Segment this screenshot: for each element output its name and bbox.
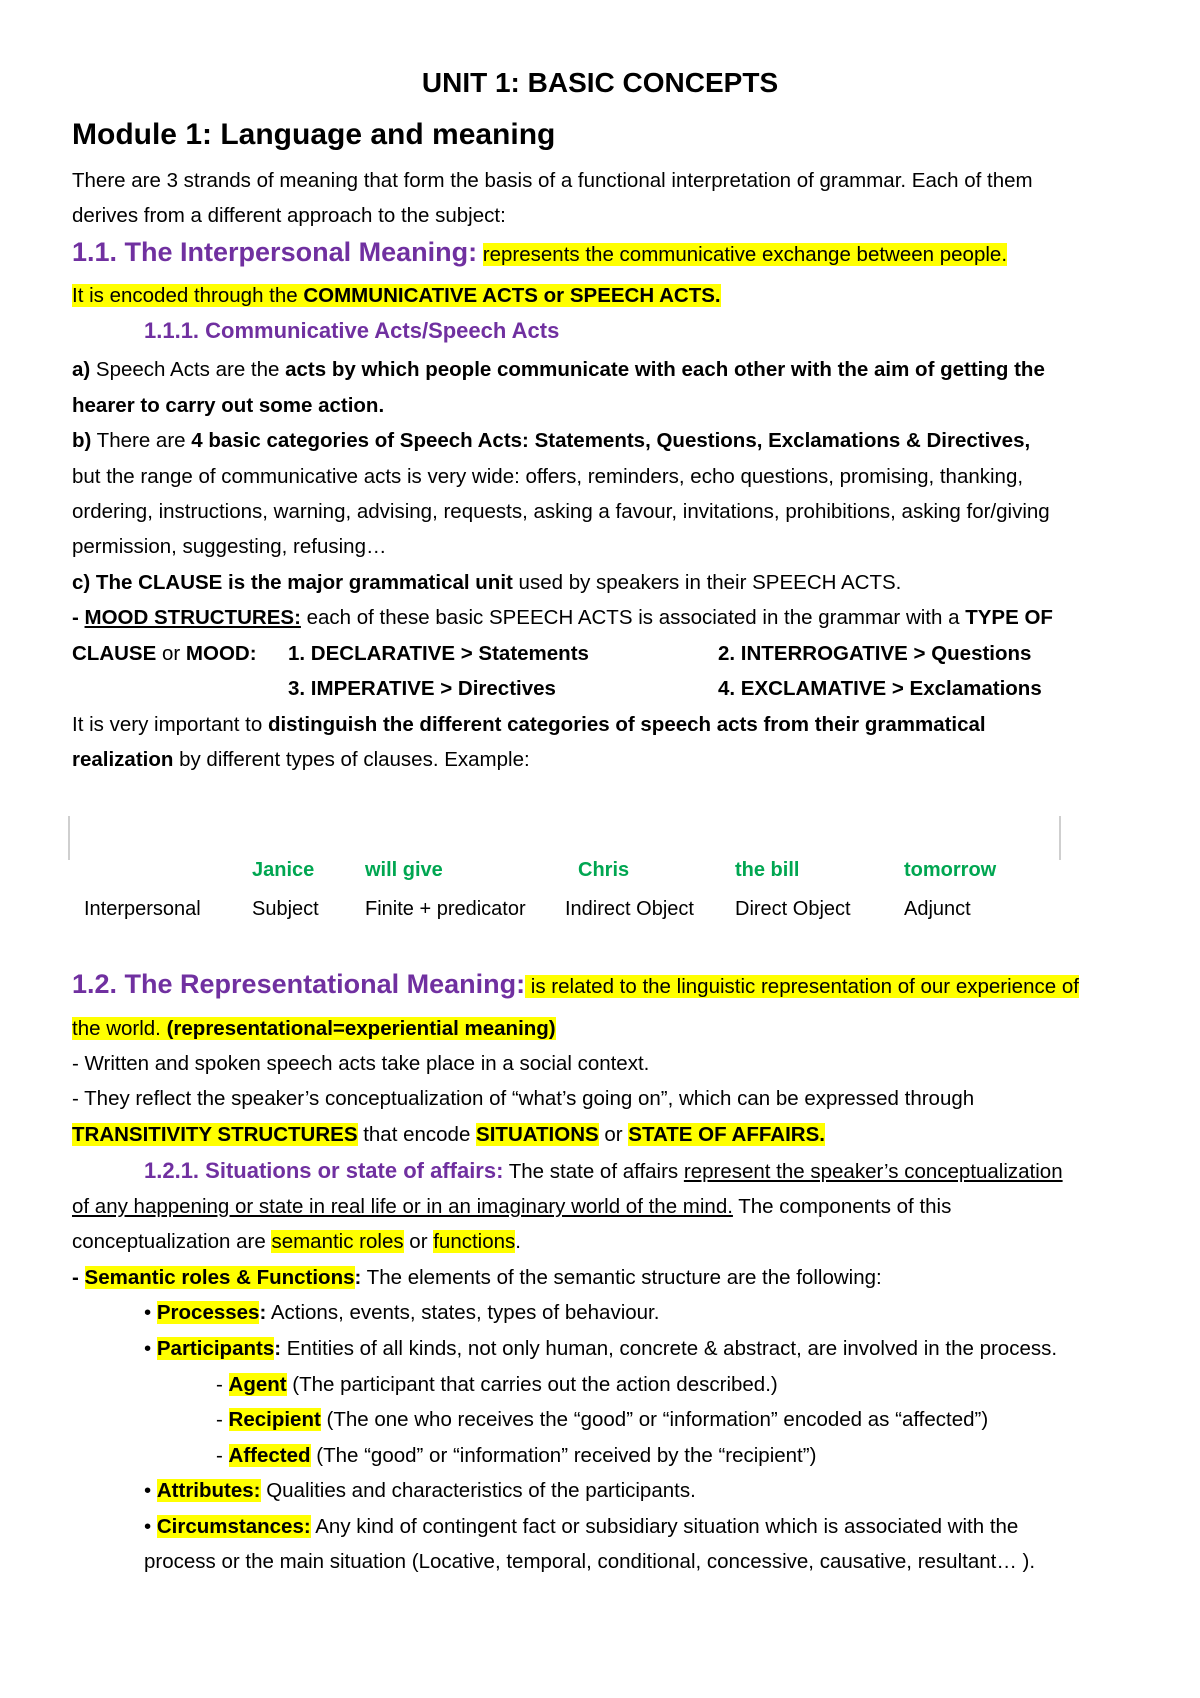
important-pre: It is very important to: [72, 713, 268, 736]
item-b-line-4: permission, suggesting, refusing…: [72, 535, 387, 558]
section-1-2-desc-2: the world.: [72, 1017, 161, 1040]
semantic-roles-line: - Semantic roles & Functions: The elements of the semantic structure are the following:: [72, 1266, 882, 1289]
subsection-1-1-1: [144, 317, 1160, 346]
item-c-line: [72, 569, 1160, 597]
mood-exclamative: 4. EXCLAMATIVE > Exclamations: [718, 677, 1042, 700]
list-subitem: - Affected (The “good” or “information” received by the “recipient”): [216, 1444, 817, 1467]
mood-structures-label: MOOD STRUCTURES:: [84, 606, 301, 629]
item-c-text: used by speakers in their SPEECH ACTS.: [512, 571, 902, 594]
item-a-bold: acts by which people communicate with each other with the aim of getting the: [285, 358, 1045, 381]
encoding-bold: COMMUNICATIVE ACTS or SPEECH ACTS.: [303, 284, 721, 307]
list-subitem-label: Affected: [228, 1444, 311, 1467]
subsection-1-2-1-line-3: conceptualization are semantic roles or functions.: [72, 1230, 521, 1253]
list-subitem: - Agent (The participant that carries out the action described.): [216, 1373, 778, 1396]
table-left-border: [68, 816, 70, 860]
item-a-bold-2: hearer to carry out some action.: [72, 394, 385, 417]
mood-text: each of these basic SPEECH ACTS is associated in the grammar with a: [300, 606, 966, 629]
transitivity-line: TRANSITIVITY STRUCTURES that encode SITUATIONS or STATE OF AFFAIRS.: [72, 1123, 825, 1146]
intro-line-1: There are 3 strands of meaning that form the basis of a functional interpretation of grammar. Each of them: [72, 169, 1033, 192]
example-word: Chris: [578, 859, 630, 881]
semantic-roles-term: semantic roles: [271, 1230, 404, 1253]
mood-imperative: 3. IMPERATIVE > Directives: [288, 677, 556, 700]
item-b-line-3: ordering, instructions, warning, advising, requests, asking a favour, invitations, prohibitions, asking for/giving: [72, 500, 1050, 523]
underlined-definition-2: of any happening or state in real life or in an imaginary world of the mind.: [72, 1195, 733, 1218]
item-b-bold: 4 basic categories of Speech Acts: Statements, Questions, Exclamations & Directives,: [191, 429, 1031, 452]
section-1-2-line-2: [72, 1015, 1160, 1043]
item-a-line-2: [72, 392, 1160, 420]
list-subitem: - Recipient (The one who receives the “good” or “information” encoded as “affected”): [216, 1408, 989, 1431]
module-title: Module 1: Language and meaning: [72, 118, 556, 151]
section-1-2-description: is related to the linguistic representation of our experience of: [525, 975, 1079, 998]
intro-line-2: derives from a different approach to the subject:: [72, 204, 506, 227]
item-b-line-1: [72, 427, 1160, 455]
important-bold: distinguish the different categories of speech acts from their grammatical: [267, 713, 986, 736]
mood-interrogative: 2. INTERROGATIVE > Questions: [718, 642, 1032, 665]
unit-title: UNIT 1: BASIC CONCEPTS: [421, 67, 779, 98]
section-1-2-heading: 1.2. The Representational Meaning:: [72, 969, 526, 999]
context-line-1: - Written and spoken speech acts take place in a social context.: [72, 1052, 650, 1075]
important-line-2: [72, 746, 1160, 774]
list-item: • Attributes: Qualities and characteristics of the participants.: [144, 1479, 696, 1502]
list-subitem-label: Recipient: [228, 1408, 321, 1431]
example-word: the bill: [735, 859, 800, 881]
experiential-note: (representational=experiential meaning): [160, 1017, 556, 1040]
example-row-label: Interpersonal: [84, 898, 201, 920]
transitivity-label: TRANSITIVITY STRUCTURES: [72, 1123, 358, 1146]
item-c-bold: c) The CLAUSE is the major grammatical unit: [72, 571, 513, 594]
list-item-continuation: process or the main situation (Locative, temporal, conditional, concessive, causative, resultant… ).: [144, 1550, 1036, 1573]
table-right-border: [1059, 816, 1061, 860]
important-bold-2: realization: [72, 748, 174, 771]
mood-declarative: 1. DECLARATIVE > Statements: [288, 642, 589, 665]
item-b-line-2: but the range of communicative acts is very wide: offers, reminders, echo questions, promising, thanking,: [72, 465, 1024, 488]
list-item-label: Processes: [156, 1301, 260, 1324]
mood-line-1: [72, 604, 1160, 632]
functions-term: functions: [433, 1230, 516, 1253]
example-function: Adjunct: [904, 898, 971, 920]
state-of-affairs-label: STATE OF AFFAIRS: [628, 1123, 820, 1146]
list-item: • Circumstances: Any kind of contingent fact or subsidiary situation which is associated with the: [144, 1515, 1019, 1538]
list-item: • Processes: Actions, events, states, types of behaviour.: [144, 1301, 660, 1324]
example-function: Direct Object: [735, 898, 851, 920]
important-text: by different types of clauses. Example:: [173, 748, 530, 771]
item-a-text: Speech Acts are the: [90, 358, 286, 381]
list-item: • Participants: Entities of all kinds, not only human, concrete & abstract, are involved in the process.: [144, 1337, 1058, 1360]
clause-word: CLAUSE: [72, 642, 157, 665]
item-b-text: There are: [91, 429, 192, 452]
list-item-label: Circumstances:: [156, 1515, 311, 1538]
subsection-1-1-1-heading: 1.1.1. Communicative Acts/Speech Acts: [144, 318, 560, 343]
item-a-label: a): [72, 358, 91, 381]
example-word: tomorrow: [904, 859, 997, 881]
item-b-label: b): [72, 429, 92, 452]
example-function: Subject: [252, 898, 319, 920]
mood-word: MOOD:: [185, 642, 257, 665]
list-item-label: Attributes:: [156, 1479, 261, 1502]
section-1-1-description: represents the communicative exchange between people.: [482, 243, 1008, 266]
or-word: or: [156, 642, 186, 665]
subsection-1-2-1-line: 1.2.1. Situations or state of affairs: The state of affairs represent the speaker’s conceptualization: [144, 1158, 1063, 1183]
subsection-1-2-1-line-2: of any happening or state in real life or in an imaginary world of the mind. The components of this: [72, 1195, 952, 1218]
example-word: Janice: [252, 859, 315, 881]
list-item-label: Participants: [156, 1337, 275, 1360]
section-1-2-heading-line: [72, 970, 1160, 1001]
example-function: Indirect Object: [565, 898, 694, 920]
section-1-1-heading: 1.1. The Interpersonal Meaning:: [72, 237, 478, 267]
encoding-line: [72, 282, 1160, 310]
list-subitem-label: Agent: [228, 1373, 287, 1396]
section-1-1-heading-line: [72, 238, 1160, 269]
semantic-roles-label: Semantic roles & Functions: [84, 1266, 355, 1289]
encoding-text: It is encoded through the: [72, 284, 304, 307]
mood-bold: TYPE OF: [965, 606, 1053, 629]
example-word: will give: [365, 859, 443, 881]
mood-dash: -: [72, 606, 85, 629]
underlined-definition: represent the speaker’s conceptualization: [683, 1160, 1063, 1183]
example-function: Finite + predicator: [365, 898, 526, 920]
important-line-1: [72, 711, 1160, 739]
context-line-2: - They reflect the speaker’s conceptualization of “what’s going on”, which can be expressed through: [72, 1087, 975, 1110]
situations-label: SITUATIONS: [476, 1123, 599, 1146]
subsection-1-2-1-heading: 1.2.1. Situations or state of affairs:: [144, 1158, 504, 1183]
item-a-line-1: [72, 356, 1160, 384]
